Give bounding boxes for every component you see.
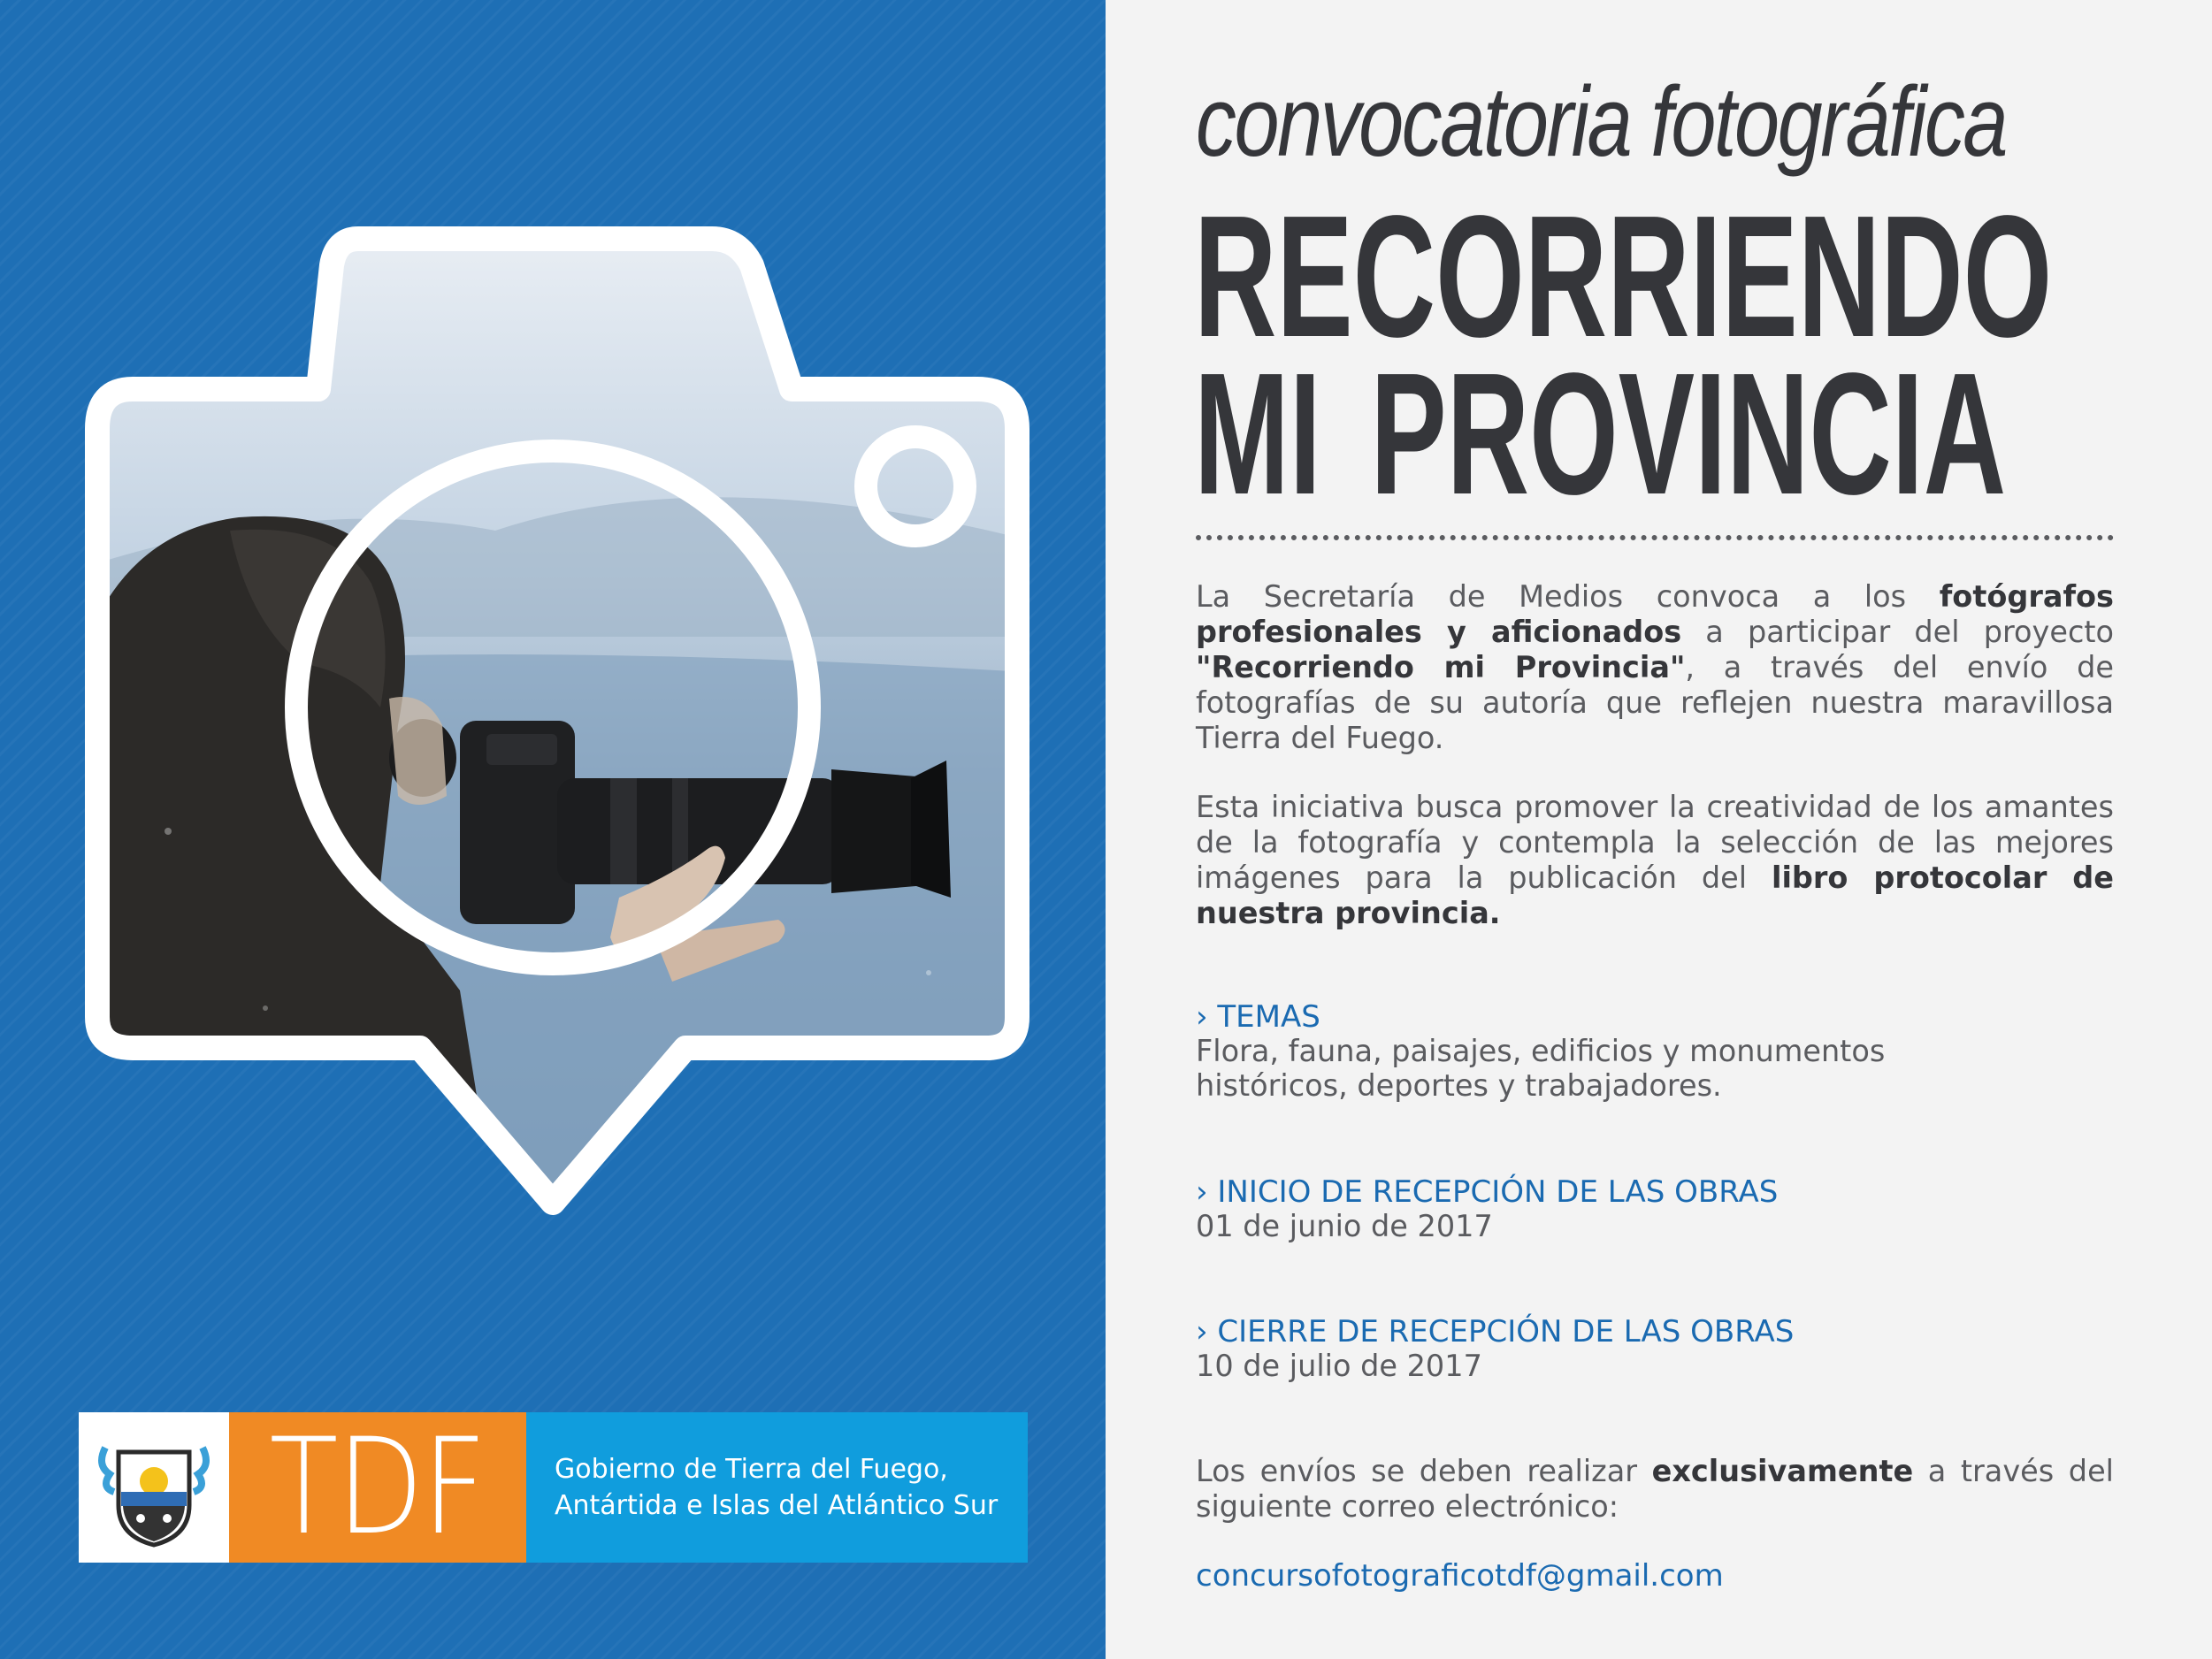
inicio-date: 01 de junio de 2017 [1196,1209,1493,1243]
intro-p2-bold: libro protocolar de nuestra provincia. [1196,860,2114,930]
footer-text-2: a través del siguiente correo electrónico: [1196,1454,2114,1524]
camera-outline-icon [0,0,1106,1326]
intro-p2-text: Esta iniciativa busca promover la creatividad de los amantes de la fotografía y contempla la selección de las mejores imágenes para la publicación del [1196,790,2114,895]
temas-line1: Flora, fauna, paisajes, edificios y monumentos [1196,1034,1886,1068]
government-name-line2: Antártida e Islas del Atlántico Sur [555,1490,999,1521]
tierra-del-fuego-crest-icon [88,1421,220,1554]
government-name-line1: Gobierno de Tierra del Fuego, [555,1454,948,1485]
crest-area [79,1412,229,1563]
cierre-date: 10 de julio de 2017 [1196,1349,1482,1383]
tdf-acronym-box [229,1412,526,1563]
temas-label: › TEMAS [1196,999,1320,1035]
inicio-label: › INICIO DE RECEPCIÓN DE LAS OBRAS [1196,1174,1779,1210]
footer-text: Los envíos se deben realizar [1196,1454,1652,1488]
intro-p1-text: La Secretaría de Medios convoca a los [1196,579,1940,614]
page-title-line1: RECORRIENDO [1194,180,2053,373]
page-title-line2: MI PROVINCIA [1194,337,2007,531]
footer-bold: exclusivamente [1651,1454,1914,1488]
right-panel [1106,0,2212,1659]
tdf-acronym: TDF [269,1411,486,1564]
cierre-label: › CIERRE DE RECEPCIÓN DE LAS OBRAS [1196,1314,1795,1349]
intro-p1-project-name: "Recorriendo mi Provincia" [1196,650,1686,684]
intro-paragraph-2 [1196,790,2114,931]
contact-email-link[interactable]: concursofotograficotdf@gmail.com [1196,1558,1724,1594]
intro-p1-text-2: a participar del proyecto [1681,615,2114,649]
tdf-logo-bar [79,1412,1028,1563]
government-name-box [526,1412,1028,1563]
dotted-divider [1196,535,2114,540]
intro-paragraph-1 [1196,579,2114,756]
page-subtitle: convocatoria fotográfica [1196,66,2007,177]
intro-p1-bold: fotógrafos profesionales y aficionados [1196,579,2114,649]
intro-p1-text-3: , a través del envío de fotografías de su autoría que reflejen nuestra maravillosa Tierra del Fuego. [1196,650,2114,755]
temas-line2: históricos, deportes y trabajadores. [1196,1068,1722,1103]
footer-instructions [1196,1454,2114,1525]
